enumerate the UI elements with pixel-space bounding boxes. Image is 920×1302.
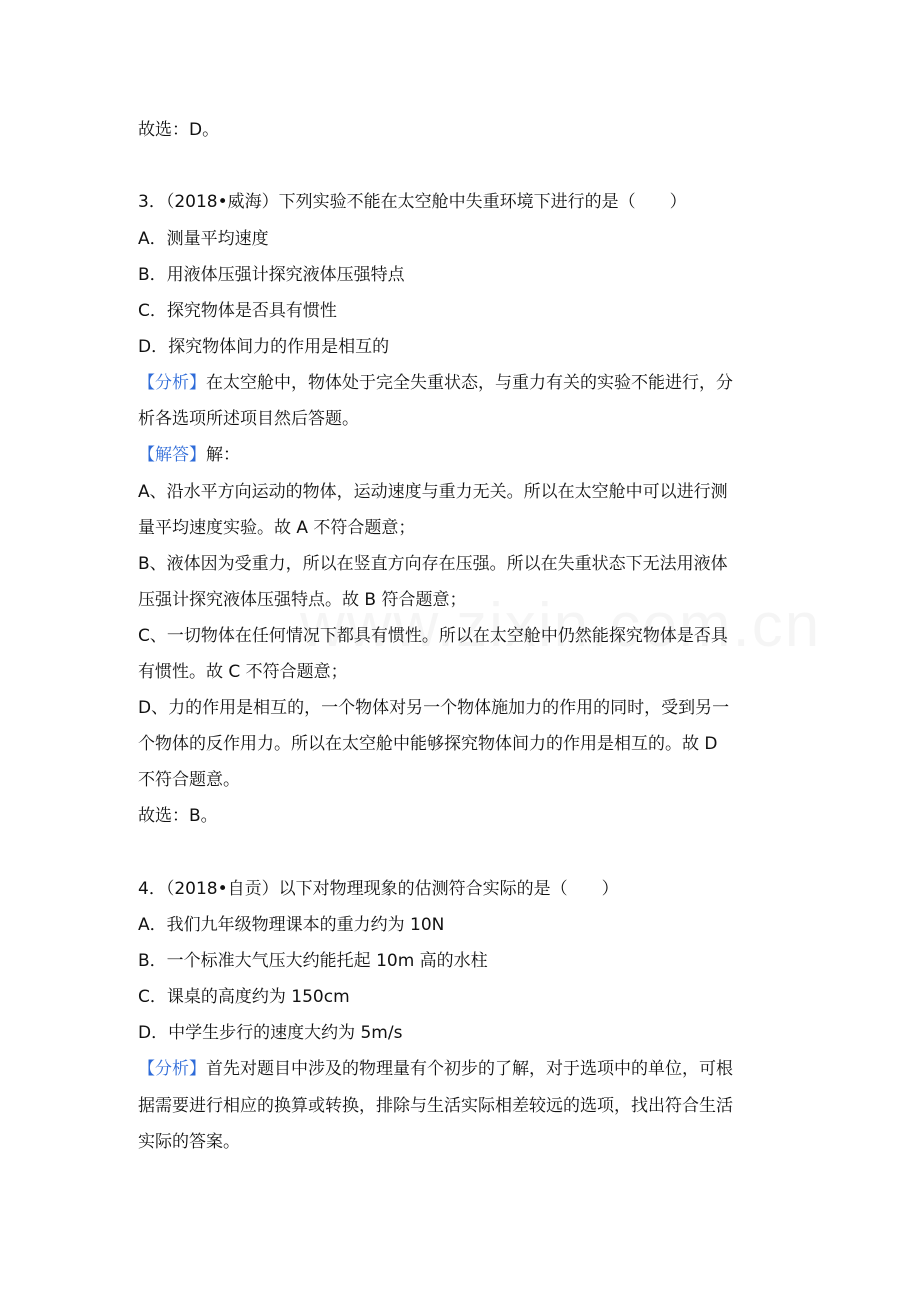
solution-intro: 解：: [206, 445, 240, 465]
solution-c-line2: 有惯性。故 C 不符合题意；: [138, 662, 348, 682]
question-3-stem: 3．（2018•威海）下列实验不能在太空舱中失重环境下进行的是（ ）: [138, 192, 687, 212]
solution-c-line1: C、一切物体在任何情况下都具有惯性。所以在太空舱中仍然能探究物体是否具: [138, 626, 728, 646]
solution-tag: 【解答】: [138, 445, 206, 465]
question-3-option-a: A．测量平均速度: [138, 229, 269, 249]
question-3-solution: [138, 442, 240, 468]
question-4-option-b: B．一个标准大气压大约能托起 10m 高的水柱: [138, 951, 488, 971]
question-3-analysis: [138, 370, 733, 396]
solution-b-line2: 压强计探究液体压强特点。故 B 符合题意；: [138, 590, 467, 610]
question-3-option-c: C．探究物体是否具有惯性: [138, 301, 337, 321]
analysis-text: 在太空舱中，物体处于完全失重状态，与重力有关的实验不能进行，分: [206, 373, 733, 393]
question-3-option-b: B．用液体压强计探究液体压强特点: [138, 265, 405, 285]
solution-d-line2: 个物体的反作用力。所以在太空舱中能够探究物体间力的作用是相互的。故 D: [138, 734, 718, 754]
previous-answer: 故选：D。: [138, 120, 220, 140]
question-3-analysis-cont: 析各选项所述项目然后答题。: [138, 409, 359, 429]
question-4-option-d: D．中学生步行的速度大约为 5m/s: [138, 1023, 403, 1043]
question-4-analysis-cont: 据需要进行相应的换算或转换，排除与生活实际相差较远的选项，找出符合生活: [138, 1096, 733, 1116]
solution-a-line2: 量平均速度实验。故 A 不符合题意；: [138, 518, 416, 538]
question-4-analysis: [138, 1056, 733, 1082]
analysis-tag: 【分析】: [138, 373, 206, 393]
analysis-tag: 【分析】: [138, 1059, 206, 1079]
question-3-option-d: D．探究物体间力的作用是相互的: [138, 337, 390, 357]
analysis-text: 首先对题目中涉及的物理量有个初步的了解，对于选项中的单位，可根: [206, 1059, 733, 1079]
question-4-analysis-cont2: 实际的答案。: [138, 1132, 240, 1152]
question-3-answer: 故选：B。: [138, 806, 218, 826]
question-4-option-a: A．我们九年级物理课本的重力约为 10N: [138, 915, 445, 935]
solution-d-line1: D、力的作用是相互的，一个物体对另一个物体施加力的作用的同时，受到另一: [138, 698, 730, 718]
question-4-stem: 4．（2018•自贡）以下对物理现象的估测符合实际的是（ ）: [138, 879, 619, 899]
solution-a-line1: A、沿水平方向运动的物体，运动速度与重力无关。所以在太空舱中可以进行测: [138, 482, 728, 502]
solution-b-line1: B、液体因为受重力，所以在竖直方向存在压强。所以在失重状态下无法用液体: [138, 554, 728, 574]
question-4-option-c: C．课桌的高度约为 150cm: [138, 987, 350, 1007]
solution-d-line3: 不符合题意。: [138, 770, 240, 790]
